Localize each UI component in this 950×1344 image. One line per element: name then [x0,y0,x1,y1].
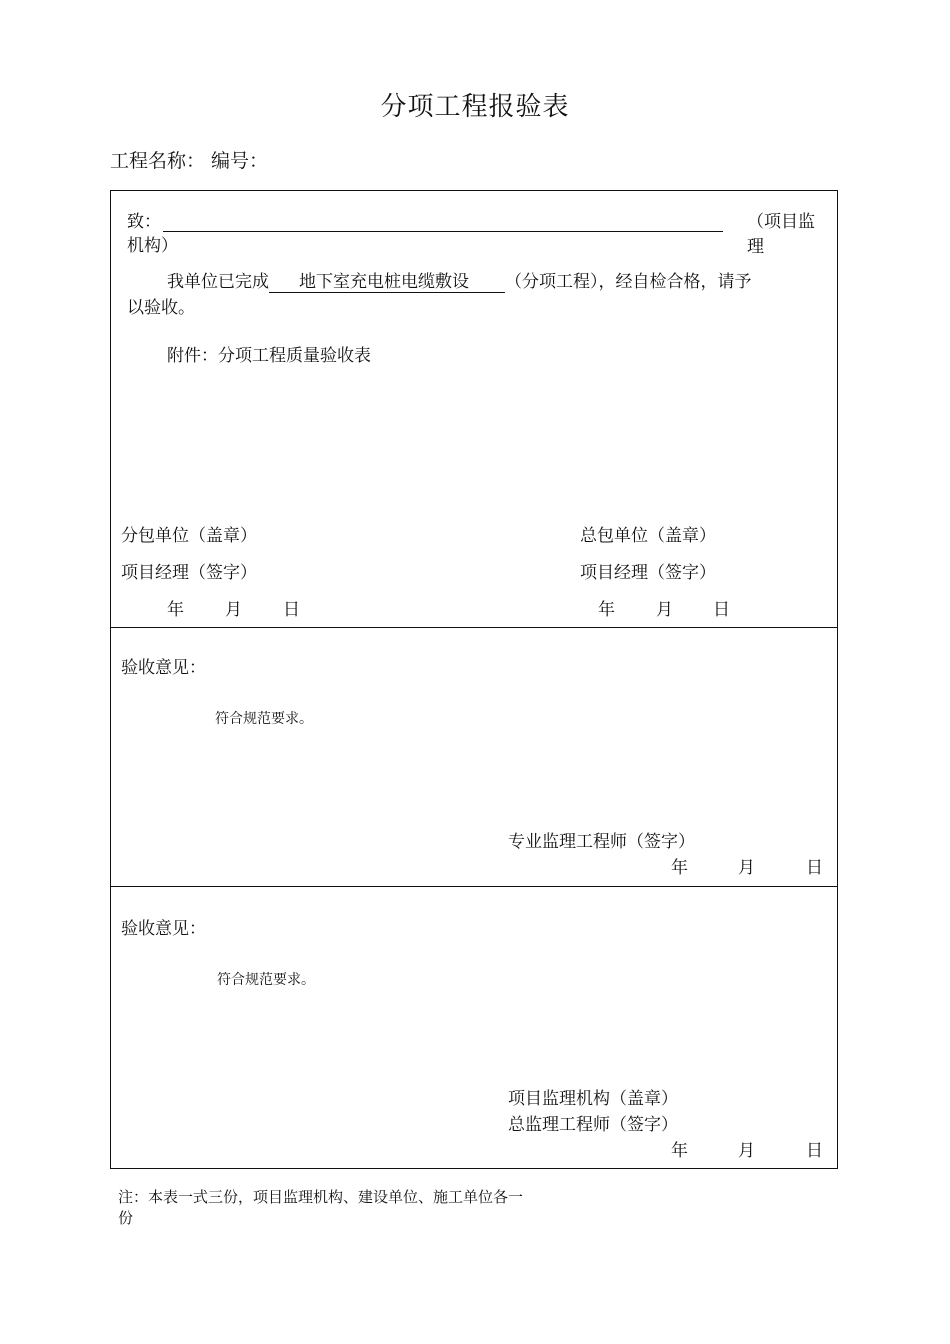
chief-date-year: 年 [671,1141,688,1161]
sub-date-month: 月 [225,600,242,620]
attachment-line: 附件：分项工程质量验收表 [167,346,371,366]
opinion-text: 符合规范要求。 [215,711,313,727]
opinion-label: 验收意见： [121,919,206,939]
chief-date-day: 日 [806,1141,823,1161]
supervisor-date-day: 日 [806,858,823,878]
general-date-month: 月 [656,600,673,620]
general-date-year: 年 [598,600,615,620]
sub-date-day: 日 [283,600,300,620]
general-manager-signature: 项目经理（签字） [580,563,716,583]
general-contractor-seal: 总包单位（盖章） [580,526,716,546]
chief-date-month: 月 [738,1141,755,1161]
general-date-day: 日 [713,600,730,620]
supervisor-date-year: 年 [671,858,688,878]
supervisor-opinion-section [111,627,837,887]
footnote-line-1: 注：本表一式三份，项目监理机构、建设单位、施工单位各一 [118,1188,524,1206]
addressee-suffix-wrap: 机构） [127,236,178,256]
sub-contractor-seal: 分包单位（盖章） [121,526,257,546]
inspection-form [110,190,838,1169]
application-section [111,191,837,628]
to-label: 致： [127,212,161,232]
addressee-line [127,207,827,257]
completion-suffix: （分项工程），经自检合格，请予 [505,272,752,292]
sub-manager-signature: 项目经理（签字） [121,563,257,583]
opinion-label: 验收意见： [121,658,206,678]
sub-date-year: 年 [167,600,184,620]
completion-line [167,267,752,293]
number-label: 编号： [211,150,269,172]
project-name-label: 工程名称： [110,150,206,172]
page-title: 分项工程报验表 [380,92,570,122]
supervisor-signature: 专业监理工程师（签字） [508,832,695,852]
supervisor-date-month: 月 [738,858,755,878]
chief-signature: 总监理工程师（签字） [508,1115,678,1135]
project-info-line [110,146,274,173]
completed-item: 地下室充电桩电缆敷设 [269,267,505,293]
footnote-line-2: 份 [118,1209,134,1227]
supervision-org-seal: 项目监理机构（盖章） [508,1089,678,1109]
addressee-suffix: （项目监理 [747,212,815,257]
chief-opinion-section [111,886,837,1168]
addressee-blank [163,211,723,232]
completion-wrap: 以验收。 [127,298,195,318]
opinion-text: 符合规范要求。 [217,972,315,988]
completion-prefix: 我单位已完成 [167,272,269,292]
